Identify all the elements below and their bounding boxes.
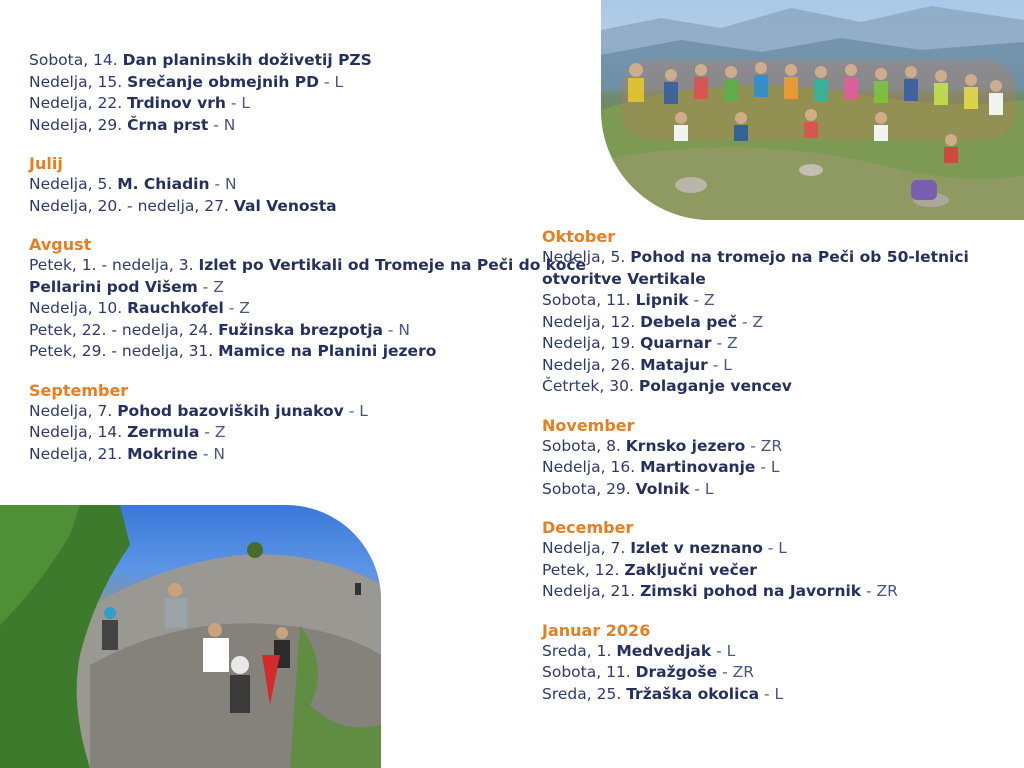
event-date: Petek, 12. bbox=[542, 560, 625, 579]
event-name: Mokrine bbox=[127, 444, 198, 463]
event-date: Četrtek, 30. bbox=[542, 377, 639, 395]
month-section-oktober bbox=[542, 226, 1012, 398]
event-name: Srečanje obmejnih PD bbox=[127, 72, 320, 91]
event-difficulty: - L bbox=[319, 72, 344, 91]
event-list bbox=[29, 401, 589, 466]
event-entry bbox=[542, 355, 1012, 377]
event-difficulty: - L bbox=[689, 479, 714, 498]
event-date: Nedelja, 20. - nedelja, 27. bbox=[29, 196, 234, 215]
event-difficulty: - ZR bbox=[861, 582, 898, 600]
event-list bbox=[542, 436, 1012, 501]
event-difficulty: - L bbox=[759, 684, 784, 703]
event-difficulty: - Z bbox=[199, 423, 226, 441]
event-date: Petek, 1. - nedelja, 3. bbox=[29, 256, 199, 274]
event-difficulty: - ZR bbox=[717, 663, 754, 681]
event-name: Martinovanje bbox=[640, 458, 756, 476]
event-date: Nedelja, 29. bbox=[29, 115, 128, 134]
event-name: Zaključni večer bbox=[624, 560, 757, 579]
event-difficulty: - Z bbox=[688, 291, 715, 309]
event-name: Krnsko jezero bbox=[625, 436, 746, 455]
event-date: Sobota, 14. bbox=[29, 51, 123, 69]
event-entry bbox=[542, 376, 1012, 398]
event-entry bbox=[29, 444, 589, 466]
month-heading: Julij bbox=[29, 154, 63, 173]
event-entry bbox=[542, 581, 1012, 603]
schedule-right-column bbox=[542, 226, 1012, 722]
event-name: Izlet v neznano bbox=[630, 539, 763, 557]
event-difficulty: - Z bbox=[711, 334, 738, 352]
event-date: Nedelja, 10. bbox=[29, 299, 128, 317]
event-name: Pohod bazoviških junakov bbox=[117, 401, 344, 420]
event-entry bbox=[542, 436, 1012, 458]
event-date: Nedelja, 12. bbox=[542, 312, 641, 331]
event-entry bbox=[542, 457, 1012, 479]
month-section-julij bbox=[29, 153, 589, 217]
event-entry bbox=[542, 333, 1012, 355]
event-entry bbox=[542, 247, 1012, 290]
event-name: Volnik bbox=[635, 479, 690, 498]
month-section-december bbox=[542, 517, 1012, 603]
event-difficulty: - L bbox=[755, 458, 780, 476]
event-date: Petek, 22. - nedelja, 24. bbox=[29, 320, 219, 339]
event-date: Petek, 29. - nedelja, 31. bbox=[29, 342, 219, 360]
event-entry bbox=[542, 560, 1012, 582]
event-list bbox=[29, 174, 589, 217]
event-date: Nedelja, 5. bbox=[542, 248, 631, 266]
event-entry bbox=[29, 341, 589, 363]
event-list bbox=[542, 247, 1012, 398]
event-entry bbox=[29, 196, 589, 218]
event-difficulty: - L bbox=[707, 355, 732, 374]
event-entry bbox=[29, 298, 589, 320]
event-difficulty: - ZR bbox=[745, 436, 783, 455]
event-difficulty: - L bbox=[762, 539, 787, 557]
event-name: Trdinov vrh bbox=[127, 94, 226, 112]
event-difficulty: - N bbox=[208, 115, 236, 134]
event-name: Polaganje vencev bbox=[638, 377, 792, 395]
event-list bbox=[542, 538, 1012, 603]
climbing-photo-illustration bbox=[0, 505, 381, 768]
event-date: Nedelja, 14. bbox=[29, 423, 128, 441]
event-name: Debela peč bbox=[640, 312, 738, 331]
event-list bbox=[542, 641, 1012, 706]
event-date: Nedelja, 16. bbox=[542, 458, 641, 476]
month-section-januar-2026 bbox=[542, 620, 1012, 706]
group-photo-illustration bbox=[601, 0, 1024, 220]
event-date: Sobota, 11. bbox=[542, 663, 636, 681]
climbing-photo bbox=[0, 505, 381, 768]
month-heading: Januar 2026 bbox=[542, 620, 651, 640]
month-heading: December bbox=[542, 518, 634, 537]
event-entry bbox=[542, 312, 1012, 334]
event-name: Lipnik bbox=[635, 291, 689, 309]
event-date: Nedelja, 19. bbox=[542, 334, 641, 352]
event-difficulty: - Z bbox=[197, 277, 224, 296]
event-entry bbox=[542, 290, 1012, 312]
event-name: Tržaška okolica bbox=[626, 684, 760, 703]
event-entry bbox=[29, 72, 589, 94]
event-date: Nedelja, 26. bbox=[542, 355, 641, 374]
event-name: Dan planinskih doživetij PZS bbox=[122, 51, 372, 69]
event-entry bbox=[542, 479, 1012, 501]
group-photo bbox=[601, 0, 1024, 220]
event-entry bbox=[29, 50, 589, 72]
event-date: Nedelja, 21. bbox=[542, 582, 641, 600]
event-date: Sreda, 25. bbox=[542, 684, 627, 703]
event-name: Dražgoše bbox=[635, 663, 718, 681]
event-name: Val Venosta bbox=[233, 196, 337, 215]
event-name: Izlet po Vertikali od Tromeje na Peči do koče Pellarini pod Višem bbox=[29, 256, 587, 296]
event-entry bbox=[29, 255, 589, 298]
event-name: Mamice na Planini jezero bbox=[218, 342, 437, 360]
event-date: Sreda, 1. bbox=[542, 641, 617, 660]
event-date: Sobota, 29. bbox=[542, 479, 636, 498]
event-name: Matajur bbox=[640, 355, 708, 374]
event-entry bbox=[29, 174, 589, 196]
event-date: Nedelja, 15. bbox=[29, 72, 128, 91]
event-difficulty: - Z bbox=[223, 299, 250, 317]
month-section-intro bbox=[29, 50, 589, 136]
event-entry bbox=[29, 115, 589, 137]
event-name: Pohod na tromejo na Peči ob 50-letnici otvoritve Vertikale bbox=[542, 248, 969, 288]
event-difficulty: - L bbox=[711, 641, 736, 660]
event-date: Sobota, 11. bbox=[542, 291, 636, 309]
event-name: Fužinska brezpotja bbox=[218, 320, 383, 339]
event-name: Medvedjak bbox=[616, 641, 712, 660]
event-list bbox=[29, 255, 589, 363]
event-difficulty: - L bbox=[225, 94, 251, 112]
month-heading: November bbox=[542, 415, 635, 435]
event-difficulty: - N bbox=[197, 444, 225, 463]
event-date: Nedelja, 7. bbox=[542, 539, 631, 557]
event-entry bbox=[542, 684, 1012, 706]
month-heading: Oktober bbox=[542, 227, 616, 246]
month-section-november bbox=[542, 415, 1012, 501]
event-difficulty: - N bbox=[382, 320, 411, 339]
event-entry bbox=[29, 422, 589, 444]
event-name: Quarnar bbox=[640, 334, 712, 352]
event-list bbox=[29, 50, 589, 136]
event-entry bbox=[29, 401, 589, 423]
event-name: Zermula bbox=[127, 423, 200, 441]
event-entry bbox=[29, 93, 589, 115]
schedule-left-column bbox=[29, 50, 589, 482]
event-name: Črna prst bbox=[127, 115, 209, 134]
event-difficulty: - L bbox=[343, 401, 368, 420]
event-date: Nedelja, 21. bbox=[29, 444, 128, 463]
event-difficulty: - N bbox=[209, 175, 237, 193]
month-section-avgust bbox=[29, 234, 589, 363]
event-name: Rauchkofel bbox=[127, 299, 224, 317]
event-name: Zimski pohod na Javornik bbox=[640, 582, 862, 600]
month-heading: September bbox=[29, 380, 129, 400]
event-date: Nedelja, 7. bbox=[29, 401, 118, 420]
event-date: Nedelja, 5. bbox=[29, 175, 118, 193]
event-difficulty: - Z bbox=[737, 312, 764, 331]
event-entry bbox=[542, 641, 1012, 663]
event-entry bbox=[29, 320, 589, 342]
event-date: Sobota, 8. bbox=[542, 436, 626, 455]
event-entry bbox=[542, 538, 1012, 560]
month-section-september bbox=[29, 380, 589, 466]
event-name: M. Chiadin bbox=[117, 175, 210, 193]
event-entry bbox=[542, 662, 1012, 684]
month-heading: Avgust bbox=[29, 235, 92, 254]
event-date: Nedelja, 22. bbox=[29, 94, 128, 112]
